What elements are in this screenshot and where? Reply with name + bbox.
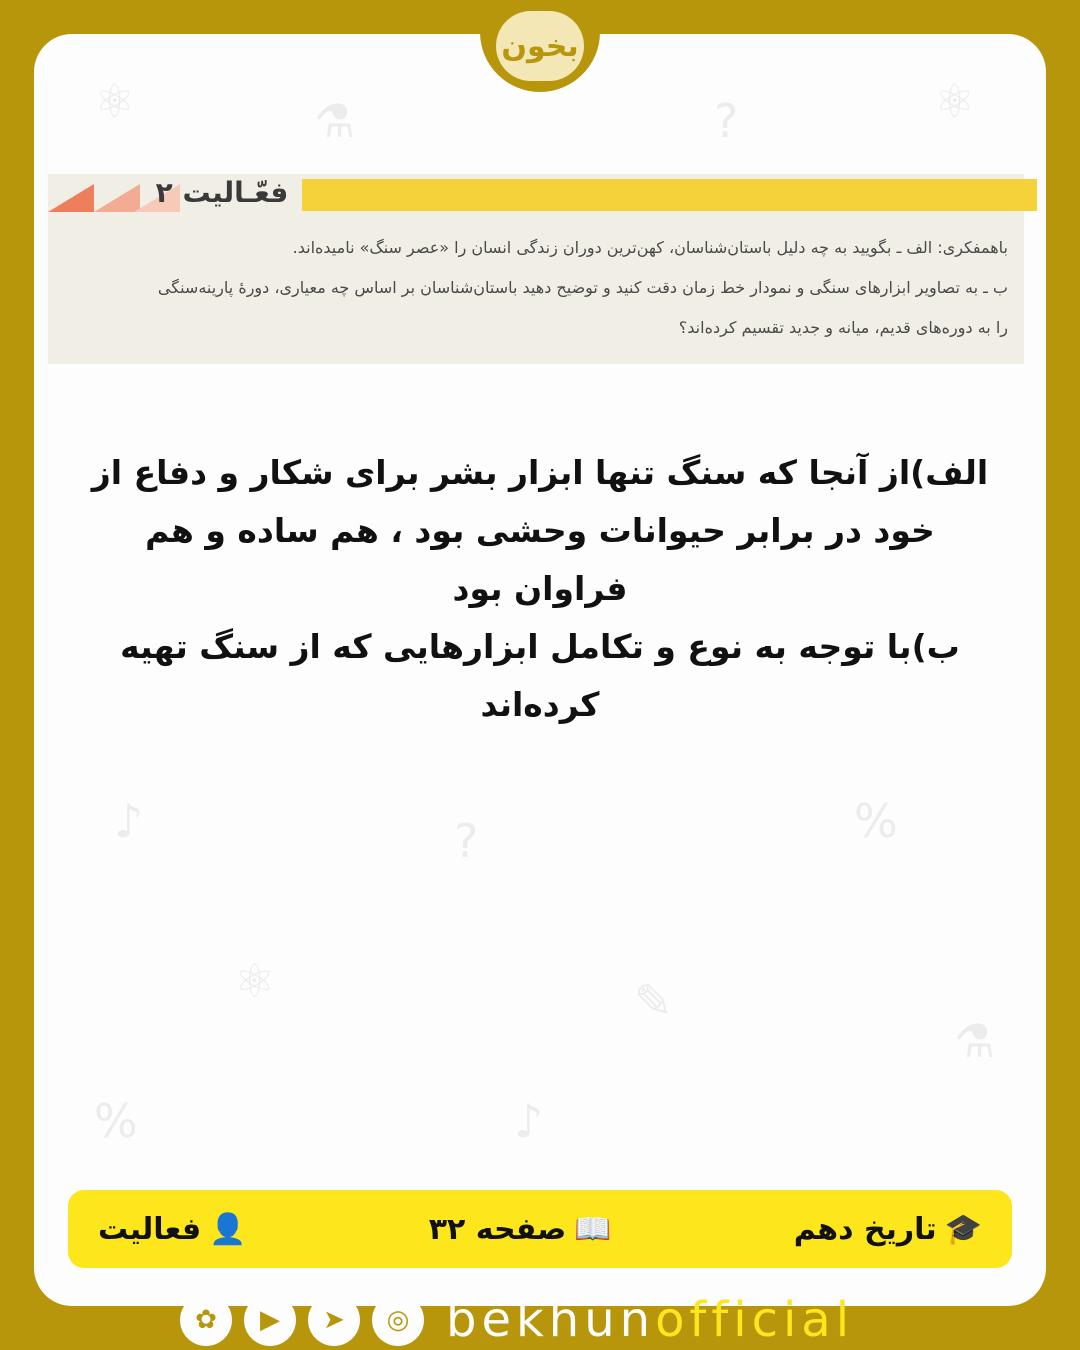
social-bar	[180, 1290, 854, 1350]
brand-part-2: official	[655, 1292, 855, 1348]
footer-activity	[98, 1212, 246, 1247]
graduation-cap-icon: 🎓	[944, 1211, 982, 1247]
music-icon: ♪	[514, 1094, 544, 1148]
answer-line: الف)از آنجا که سنگ تنها ابزار بشر برای شکار و دفاع از	[91, 453, 989, 492]
brand-part-1: bekhun	[446, 1292, 656, 1348]
book-icon: 📖	[574, 1211, 612, 1247]
atom-icon: ⚛	[94, 74, 136, 128]
telegram-icon[interactable]: ➤	[308, 1294, 360, 1346]
footer-activity-label: فعالیت	[98, 1211, 202, 1247]
answer-line: ب)با توجه به نوع و تکامل ابزارهایی که از سنگ تهیه	[120, 627, 960, 666]
percent-icon: %	[854, 794, 898, 848]
activity-title: فعّـالیت ۲	[155, 176, 289, 209]
answer-line: فراوان بود	[452, 569, 628, 608]
flask-icon: ⚗	[954, 1014, 996, 1068]
youtube-icon[interactable]: ▶	[244, 1294, 296, 1346]
activity-bar	[302, 179, 1037, 211]
question-line: باهمفکری: الف ـ بگویید به چه دلیل باستان‌شناسان، کهن‌ترین دوران زندگی انسان را «عصر سنگ» نامیده‌اند.	[292, 238, 1008, 257]
book-icon: ✎	[634, 974, 673, 1028]
logo-mark: بخون	[496, 11, 584, 81]
percent-icon: %	[94, 1094, 138, 1148]
brand-handle	[446, 1292, 854, 1348]
teacher-icon: 👤	[209, 1211, 247, 1247]
music-icon: ♪	[114, 794, 144, 848]
footer-subject	[794, 1212, 982, 1247]
question-line: ب ـ به تصاویر ابزارهای سنگی و نمودار خط زمان دقت کنید و توضیح دهید باستان‌شناسان بر اساس چه معیاری، دورهٔ پارینه‌سنگی	[157, 278, 1008, 297]
atom-icon: ⚛	[934, 74, 976, 128]
textbook-activity-box	[48, 174, 1024, 364]
answer-line: کرده‌اند	[480, 685, 600, 724]
flask-icon: ⚗	[314, 94, 356, 148]
footer-page	[429, 1212, 612, 1247]
footer-page-label: صفحه ۳۲	[428, 1211, 567, 1247]
answer-line: خود در برابر حیوانات وحشی بود ، هم ساده و هم	[145, 511, 935, 550]
question-line: را به دوره‌های قدیم، میانه و جدید تقسیم کرده‌اند؟	[678, 318, 1008, 337]
activity-question	[64, 228, 1008, 348]
footer-subject-label: تاریخ دهم	[793, 1211, 937, 1247]
atom-icon: ⚛	[234, 954, 276, 1008]
footer-bar	[68, 1190, 1012, 1268]
activity-header	[48, 174, 1024, 214]
instagram-icon[interactable]: ◎	[372, 1294, 424, 1346]
question-icon: ?	[454, 814, 479, 868]
question-icon: ?	[714, 94, 739, 148]
answer-text	[74, 444, 1006, 734]
content-card	[34, 34, 1046, 1306]
aparat-icon[interactable]: ✿	[180, 1294, 232, 1346]
decor-triangle	[48, 184, 94, 212]
